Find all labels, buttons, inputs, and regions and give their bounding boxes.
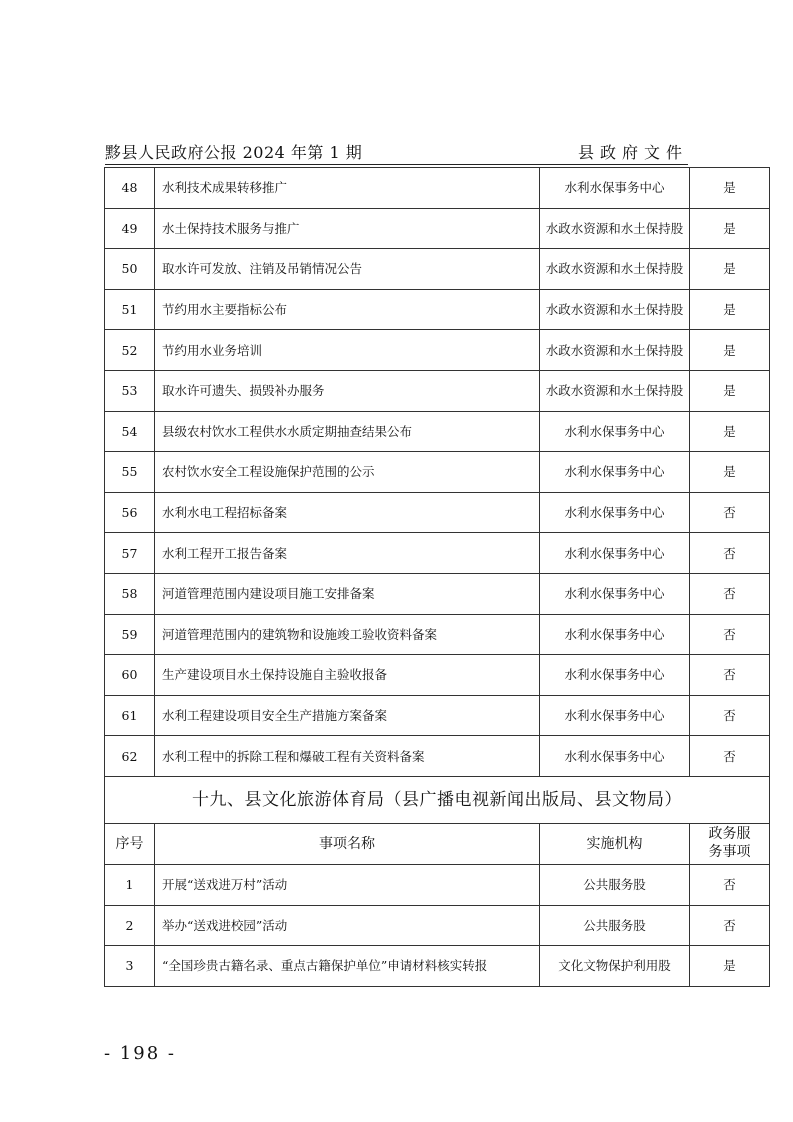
row-number: 52 (105, 330, 155, 371)
row-item-name: 开展“送戏进万村”活动 (155, 864, 540, 905)
row-organization: 水政水资源和水土保持股 (540, 330, 690, 371)
row-number: 60 (105, 655, 155, 696)
row-item-name: 水利工程建设项目安全生产措施方案备案 (155, 695, 540, 736)
section-block (105, 776, 770, 864)
document-category: 县政府文件 (577, 143, 688, 162)
row-item-name: 水土保持技术服务与推广 (155, 208, 540, 249)
row-organization: 水利水保事务中心 (540, 736, 690, 777)
row-number: 2 (105, 905, 155, 946)
table-row (105, 905, 770, 946)
row-service-flag: 是 (690, 168, 770, 209)
table-row (105, 695, 770, 736)
bulletin-title: 黟县人民政府公报 2024 年第 1 期 (105, 143, 363, 162)
row-item-name: 取水许可发放、注销及吊销情况公告 (155, 249, 540, 290)
row-organization: 公共服务股 (540, 905, 690, 946)
row-number: 53 (105, 370, 155, 411)
row-service-flag: 是 (690, 946, 770, 987)
row-service-flag: 是 (690, 208, 770, 249)
row-organization: 水利水保事务中心 (540, 452, 690, 493)
row-organization: 水利水保事务中心 (540, 533, 690, 574)
row-organization: 水利水保事务中心 (540, 168, 690, 209)
row-organization: 水利水保事务中心 (540, 614, 690, 655)
row-service-flag: 是 (690, 370, 770, 411)
row-item-name: 水利工程开工报告备案 (155, 533, 540, 574)
table-row (105, 289, 770, 330)
row-service-flag: 是 (690, 411, 770, 452)
header-rule (105, 164, 688, 165)
table-row (105, 533, 770, 574)
table-row (105, 946, 770, 987)
table-row (105, 736, 770, 777)
row-number: 59 (105, 614, 155, 655)
row-service-flag: 否 (690, 614, 770, 655)
table-body-top (105, 168, 770, 777)
table-row (105, 492, 770, 533)
row-service-flag: 否 (690, 736, 770, 777)
table-row (105, 614, 770, 655)
row-number: 48 (105, 168, 155, 209)
row-number: 55 (105, 452, 155, 493)
column-header-flag-line2: 务事项 (708, 843, 751, 860)
row-organization: 水政水资源和水土保持股 (540, 370, 690, 411)
row-organization: 水利水保事务中心 (540, 492, 690, 533)
row-item-name: 水利工程中的拆除工程和爆破工程有关资料备案 (155, 736, 540, 777)
row-item-name: 取水许可遗失、损毁补办服务 (155, 370, 540, 411)
row-organization: 公共服务股 (540, 864, 690, 905)
column-header-org: 实施机构 (540, 823, 690, 864)
row-number: 57 (105, 533, 155, 574)
row-number: 1 (105, 864, 155, 905)
row-item-name: 水利水电工程招标备案 (155, 492, 540, 533)
row-organization: 水政水资源和水土保持股 (540, 249, 690, 290)
row-number: 50 (105, 249, 155, 290)
page-number: - 198 - (104, 1043, 176, 1064)
row-number: 62 (105, 736, 155, 777)
row-number: 3 (105, 946, 155, 987)
row-service-flag: 是 (690, 289, 770, 330)
row-service-flag: 否 (690, 695, 770, 736)
table-row (105, 370, 770, 411)
column-header-flag (690, 823, 770, 864)
items-table (104, 167, 770, 987)
row-organization: 水利水保事务中心 (540, 573, 690, 614)
row-number: 61 (105, 695, 155, 736)
section-title: 十九、县文化旅游体育局（县广播电视新闻出版局、县文物局） (105, 776, 770, 823)
row-service-flag: 否 (690, 492, 770, 533)
row-organization: 水利水保事务中心 (540, 695, 690, 736)
row-item-name: 节约用水主要指标公布 (155, 289, 540, 330)
row-item-name: 农村饮水安全工程设施保护范围的公示 (155, 452, 540, 493)
row-number: 49 (105, 208, 155, 249)
row-organization: 水政水资源和水土保持股 (540, 289, 690, 330)
row-item-name: 生产建设项目水土保持设施自主验收报备 (155, 655, 540, 696)
row-item-name: 河道管理范围内建设项目施工安排备案 (155, 573, 540, 614)
row-number: 54 (105, 411, 155, 452)
row-item-name: 水利技术成果转移推广 (155, 168, 540, 209)
table-row (105, 208, 770, 249)
row-item-name: 举办“送戏进校园”活动 (155, 905, 540, 946)
table-row (105, 655, 770, 696)
table-row (105, 452, 770, 493)
row-service-flag: 否 (690, 905, 770, 946)
row-service-flag: 是 (690, 452, 770, 493)
table-row (105, 411, 770, 452)
section-row (105, 776, 770, 823)
table-row (105, 864, 770, 905)
row-organization: 水政水资源和水土保持股 (540, 208, 690, 249)
row-service-flag: 是 (690, 249, 770, 290)
column-header-no: 序号 (105, 823, 155, 864)
row-organization: 文化文物保护利用股 (540, 946, 690, 987)
table-row (105, 330, 770, 371)
row-number: 51 (105, 289, 155, 330)
row-organization: 水利水保事务中心 (540, 655, 690, 696)
table-row (105, 168, 770, 209)
row-service-flag: 是 (690, 330, 770, 371)
row-number: 56 (105, 492, 155, 533)
column-header-row (105, 823, 770, 864)
row-service-flag: 否 (690, 864, 770, 905)
row-service-flag: 否 (690, 533, 770, 574)
row-service-flag: 否 (690, 655, 770, 696)
column-header-name: 事项名称 (155, 823, 540, 864)
row-item-name: 河道管理范围内的建筑物和设施竣工验收资料备案 (155, 614, 540, 655)
row-item-name: 县级农村饮水工程供水水质定期抽查结果公布 (155, 411, 540, 452)
table-row (105, 249, 770, 290)
table-row (105, 573, 770, 614)
row-item-name: “全国珍贵古籍名录、重点古籍保护单位”申请材料核实转报 (155, 946, 540, 987)
row-item-name: 节约用水业务培训 (155, 330, 540, 371)
row-organization: 水利水保事务中心 (540, 411, 690, 452)
column-header-flag-line1: 政务服 (708, 826, 751, 843)
table-body-bottom (105, 864, 770, 986)
row-number: 58 (105, 573, 155, 614)
row-service-flag: 否 (690, 573, 770, 614)
